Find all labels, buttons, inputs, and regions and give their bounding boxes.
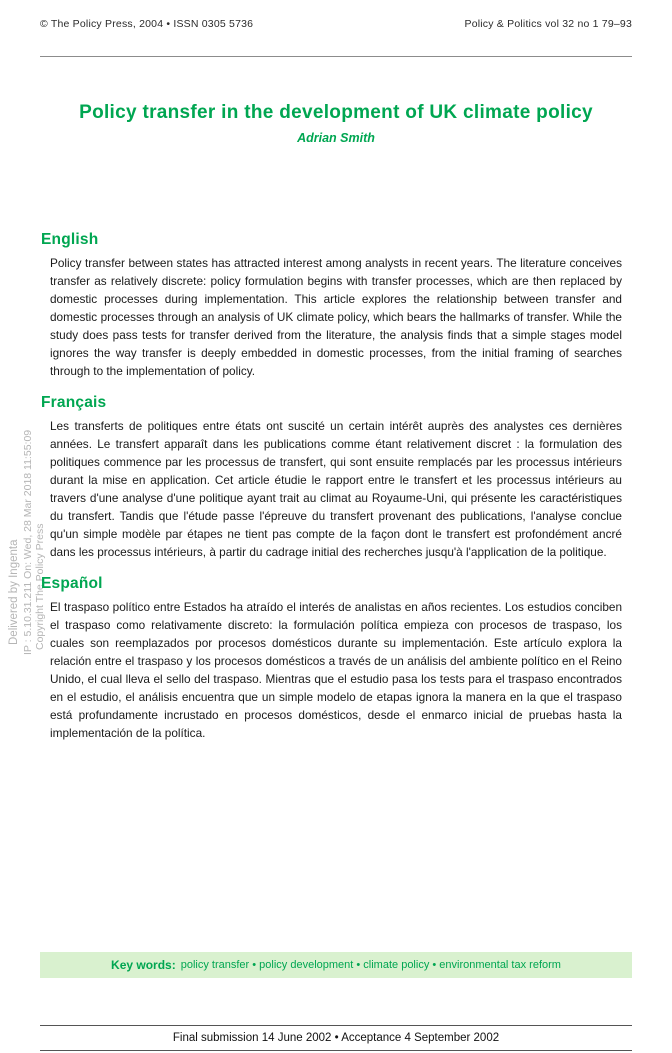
keywords-text: policy transfer • policy development • climate policy • environmental tax reform: [180, 959, 561, 971]
copyright-issn-text: © The Policy Press, 2004 • ISSN 0305 5736: [40, 18, 254, 30]
watermark-delivered-by: Delivered by Ingenta: [8, 539, 20, 645]
page-header: [40, 18, 632, 30]
keywords-label: Key words:: [111, 958, 176, 972]
abstracts-container: [41, 231, 622, 756]
submission-dates-text: Final submission 14 June 2002 • Acceptance 4 September 2002: [172, 1032, 500, 1044]
keywords-bar: [40, 952, 632, 978]
article-title: Policy transfer in the development of UK climate policy: [79, 102, 593, 123]
article-author: Adrian Smith: [297, 131, 375, 145]
abstract-text-espanol: El traspaso político entre Estados ha atraído el interés de analistas en años recientes. Los estudios conciben el traspaso como relativamente discreto: la formulación política empieza con procesos de traspaso, los cuales son reemplazados por procesos domésticos durante su implementación. Este artículo explora la relación entre el traspaso y los procesos domésticos a través de un análisis del ambiente político en el Reino Unido, el cual lleva el sello del traspaso. Mientras que el estudio pasa los tests para el traspaso encontrados en el estudio, el análisis encuentra que un simple modelo de etapas ignora la manera en la que el traspaso está profundamente incrustado en procesos domésticos, desde el enmarco inicial de pruebas hasta la implementación de la política.: [50, 600, 622, 740]
abstract-espanol: [41, 575, 622, 742]
section-heading-english: English: [41, 231, 99, 248]
abstract-francais: [41, 394, 622, 561]
abstract-english: [41, 231, 622, 380]
abstract-text-english: Policy transfer between states has attracted interest among analysts in recent years. The literature conceives transfer as relatively discrete: policy formulation begins with transfer processes, which are then replaced by domestic processes during implementation. This article explores the relationship between transfer and domestic processes through an analysis of UK climate policy, which bears the hallmarks of transfer. While the study does pass tests for transfer derived from the literature, the analysis finds that a simple stages model ignores the way transfer is deeply embedded in domestic processes, from the initial framing of searches through to the implementation of policy.: [50, 256, 622, 378]
abstract-text-francais: Les transferts de politiques entre états ont suscité un certain intérêt auprès des analystes ces dernières années. Le transfert apparaît dans les publications comme étant relativement discret : la formulation des politiques commence par les processus de transfert, qui sont ensuite remplacés par les processus intérieurs durant la mise en application. Cet article étudie le rapport entre le transfert et les processus intérieurs au travers d'une analyse d'une politique ayant trait au climat au Royaume-Uni, qui présente les caractéristiques du transfert. Tandis que l'étude passe l'épreuve du transfert provenant des publications, l'analyse conclue qu'un simple modèle par étapes ne tient pas compte de la façon dont le transfert est profondément ancré dans les processus intérieurs, à partir du cadrage initial des recherches jusqu'à l'application de la politique.: [50, 419, 622, 559]
watermark-copyright: Copyright The Policy Press: [34, 523, 46, 650]
header-rule: [40, 56, 632, 57]
journal-volume-text: Policy & Politics vol 32 no 1 79–93: [464, 18, 632, 30]
submission-footer: [40, 1025, 632, 1051]
section-heading-francais: Français: [41, 394, 107, 411]
section-heading-espanol: Español: [41, 575, 103, 592]
watermark-ip-line: IP : 5.10.31.211 On: Wed, 28 Mar 2018 11:55:09: [22, 429, 34, 655]
